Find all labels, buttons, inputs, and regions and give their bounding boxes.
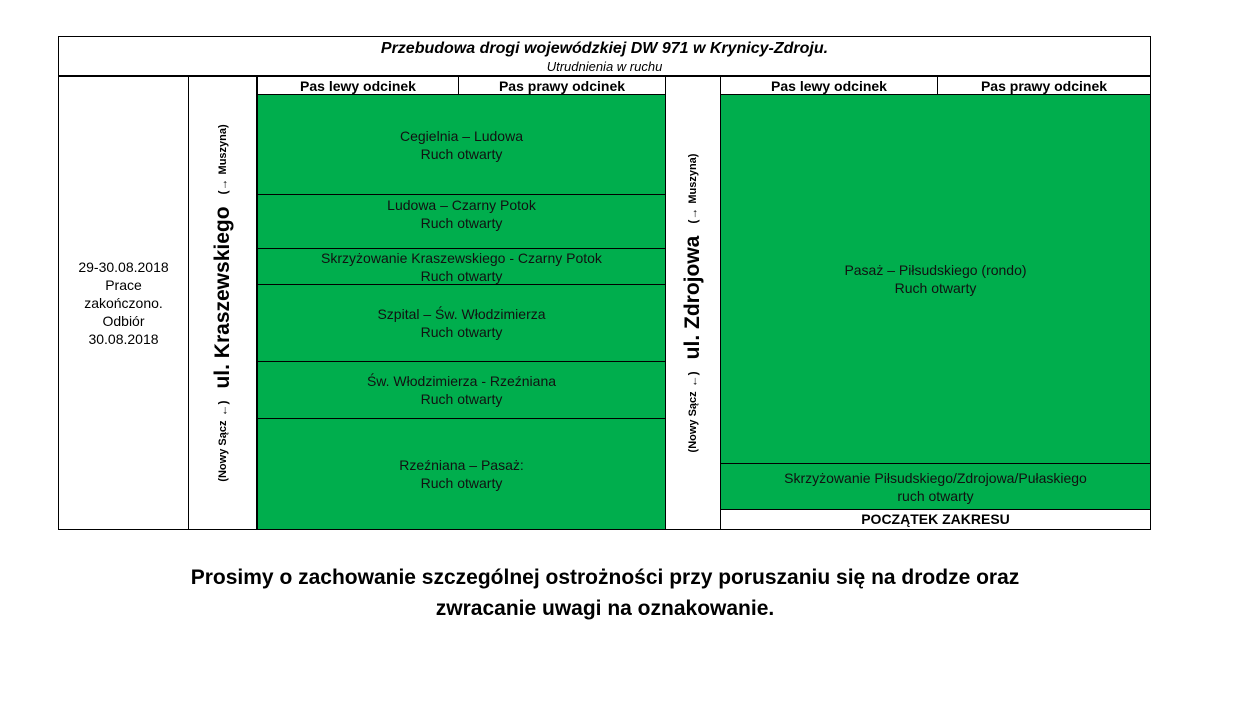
segment-rzezniana-pasaz	[257, 418, 666, 530]
arrow-left-icon: ←)	[215, 400, 230, 417]
footer-notice	[60, 562, 1150, 624]
segment-cegielnia-ludowa	[257, 94, 666, 195]
segment-ludowa-czarny-potok	[257, 194, 666, 249]
status-line-2: Prace	[105, 277, 142, 293]
direction-to: Muszyna)	[216, 124, 229, 175]
direction-to: Muszyna)	[687, 153, 699, 204]
date-range: 29-30.08.2018	[78, 259, 169, 275]
segment-name: Skrzyżowanie Kraszewskiego - Czarny Potok	[321, 249, 602, 266]
direction-from: (Nowy Sącz	[687, 391, 699, 453]
arrow-left-icon: ←)	[686, 371, 700, 388]
acceptance-date: 30.08.2018	[88, 331, 159, 347]
segment-pasaz-pilsudskiego	[720, 94, 1151, 464]
segment-skrzyzowanie-pilsudskiego	[720, 463, 1151, 510]
footer-line-1: Prosimy o zachowanie szczególnej ostrożności przy poruszaniu się na drodze oraz	[190, 566, 1020, 589]
street-name: ul. Kraszewskiego	[210, 206, 234, 389]
segment-name: Szpital – Św. Włodzimierza	[377, 306, 546, 322]
segment-name: Ludowa – Czarny Potok	[387, 197, 536, 213]
document-subtitle: Utrudnienia w ruchu	[546, 59, 663, 74]
segment-name: Rzeźniana – Pasaż:	[399, 457, 524, 473]
segment-wlodzimierza-rzezniana	[257, 361, 666, 419]
segment-szpital-wlodzimierza	[257, 284, 666, 362]
segment-skrzyzowanie-kraszewskiego	[257, 248, 666, 285]
direction-from: (Nowy Sącz	[216, 420, 229, 482]
segment-name: Św. Włodzimierza - Rzeźniana	[366, 373, 557, 389]
segment-status: Ruch otwarty	[420, 475, 503, 491]
document-title: Przebudowa drogi wojewódzkiej DW 971 w Krynicy-Zdroju.	[380, 40, 829, 57]
segment-status: Ruch otwarty	[894, 280, 977, 296]
document-header	[58, 36, 1151, 76]
date-status-cell	[58, 76, 189, 530]
segment-status: Ruch otwarty	[420, 267, 503, 284]
lane-header-left: Pas lewy odcinek	[257, 76, 459, 95]
range-start-label: POCZĄTEK ZAKRESU	[720, 509, 1151, 530]
lane-header-right: Pas prawy odcinek	[458, 76, 666, 95]
street-label-kraszewskiego	[188, 76, 257, 530]
segment-status: ruch otwarty	[897, 487, 974, 504]
arrow-right-icon: (→	[686, 207, 700, 224]
segment-name: Pasaż – Piłsudskiego (rondo)	[844, 262, 1027, 278]
segment-status: Ruch otwarty	[420, 145, 503, 162]
status-line-3: zakończono.	[84, 295, 163, 311]
street-label-zdrojowa	[665, 76, 721, 530]
lane-header-left-2: Pas lewy odcinek	[720, 76, 938, 95]
segment-name: Cegielnia – Ludowa	[400, 127, 523, 144]
lane-header-right-2: Pas prawy odcinek	[937, 76, 1151, 95]
segment-status: Ruch otwarty	[420, 391, 503, 407]
status-line-4: Odbiór	[102, 313, 145, 329]
street-name: ul. Zdrojowa	[681, 235, 704, 360]
segment-status: Ruch otwarty	[420, 324, 503, 340]
segment-name: Skrzyżowanie Piłsudskiego/Zdrojowa/Pułaskiego	[784, 469, 1087, 486]
arrow-right-icon: (→	[215, 178, 230, 195]
footer-line-2: zwracanie uwagi na oznakowanie.	[435, 597, 775, 620]
segment-status: Ruch otwarty	[420, 215, 503, 231]
